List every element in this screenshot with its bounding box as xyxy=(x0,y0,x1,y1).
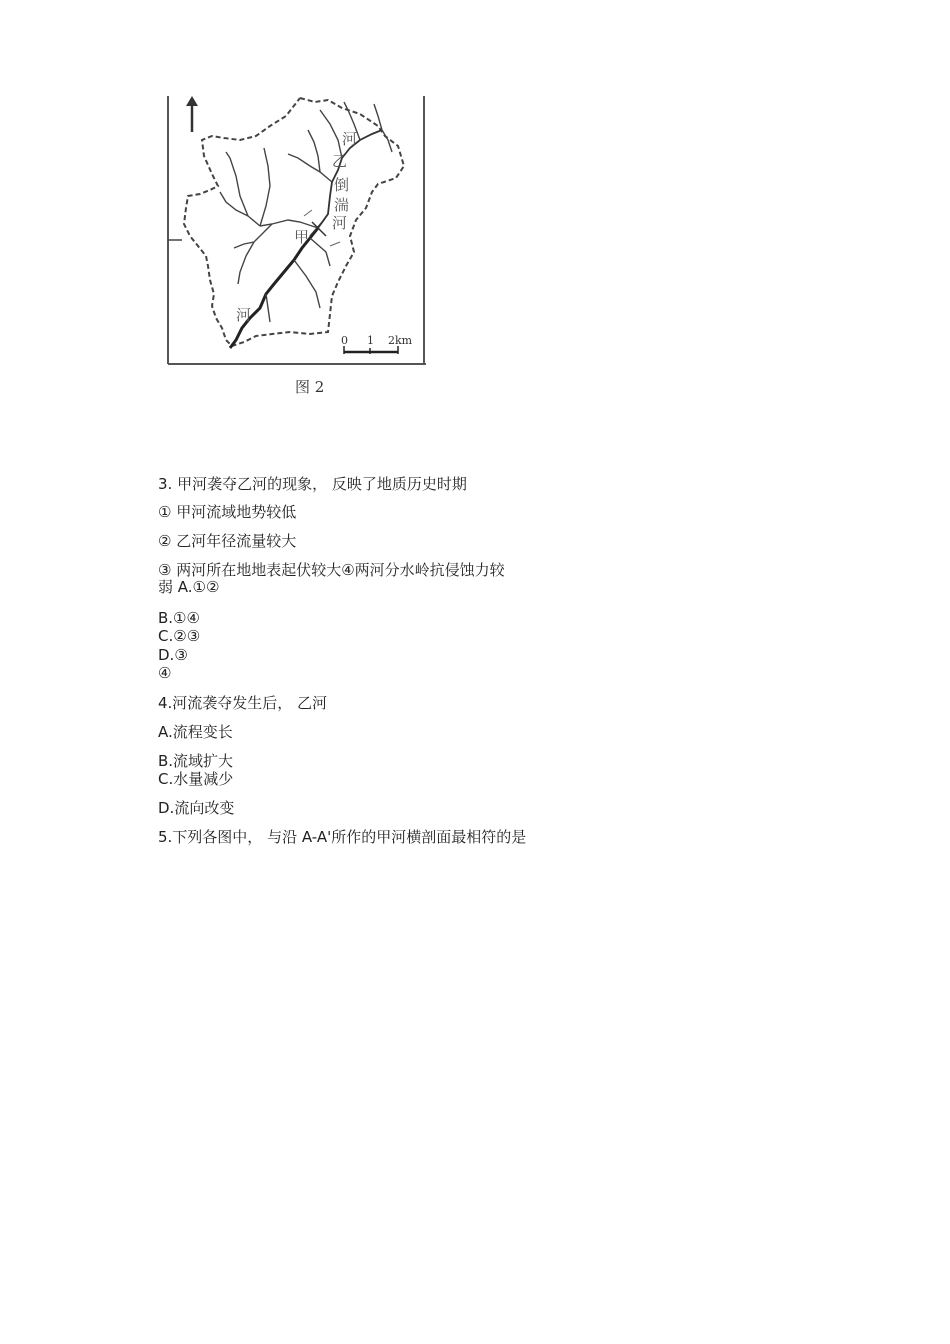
map-label-he-bottom: 河 xyxy=(236,306,252,324)
north-arrow-icon xyxy=(186,96,198,132)
q4-stem: 4.河流袭夺发生后， 乙河 xyxy=(158,694,328,712)
map-label-dao: 倒 xyxy=(334,176,350,194)
scale-label-1: 1 xyxy=(367,334,374,347)
q3-choice-d: D.③ xyxy=(158,646,188,664)
q4-choice-a: A.流程变长 xyxy=(158,723,233,741)
map-label-tuan: 湍 xyxy=(334,196,350,214)
q3-stem: 3. 甲河袭夺乙河的现象， 反映了地质历史时期 xyxy=(158,475,467,493)
tributaries xyxy=(220,102,392,322)
q3-choice-b: B.①④ xyxy=(158,609,200,627)
q3-choice-c: C.②③ xyxy=(158,627,201,645)
q3-option-3-4: ③ 两河所在地地表起伏较大④两河分水岭抗侵蚀力较 xyxy=(158,561,505,579)
figure-caption: 图 2 xyxy=(295,378,325,396)
scale-label-2km: 2km xyxy=(388,334,413,347)
map-label-he-top: 河 xyxy=(342,130,358,148)
scale-bar xyxy=(344,346,398,354)
q3-choice-d-cont: ④ xyxy=(158,664,172,682)
map-label-he-mid: 河 xyxy=(332,214,348,232)
q4-choice-b: B.流域扩大 xyxy=(158,752,234,770)
scale-label-0: 0 xyxy=(341,334,348,347)
map-figure xyxy=(160,96,430,396)
q3-option-1: ① 甲河流域地势较低 xyxy=(158,503,297,521)
q4-choice-c: C.水量减少 xyxy=(158,770,234,788)
q3-option-2: ② 乙河年径流量较大 xyxy=(158,532,297,550)
map-label-yi: 乙 xyxy=(332,152,348,170)
q4-choice-d: D.流向改变 xyxy=(158,799,235,817)
q5-stem: 5.下列各图中， 与沿 A-A'所作的甲河横剖面最相符的是 xyxy=(158,828,527,846)
q3-option-cont-a: 弱 A.①② xyxy=(158,578,220,596)
map-label-jia: 甲 xyxy=(294,228,310,246)
